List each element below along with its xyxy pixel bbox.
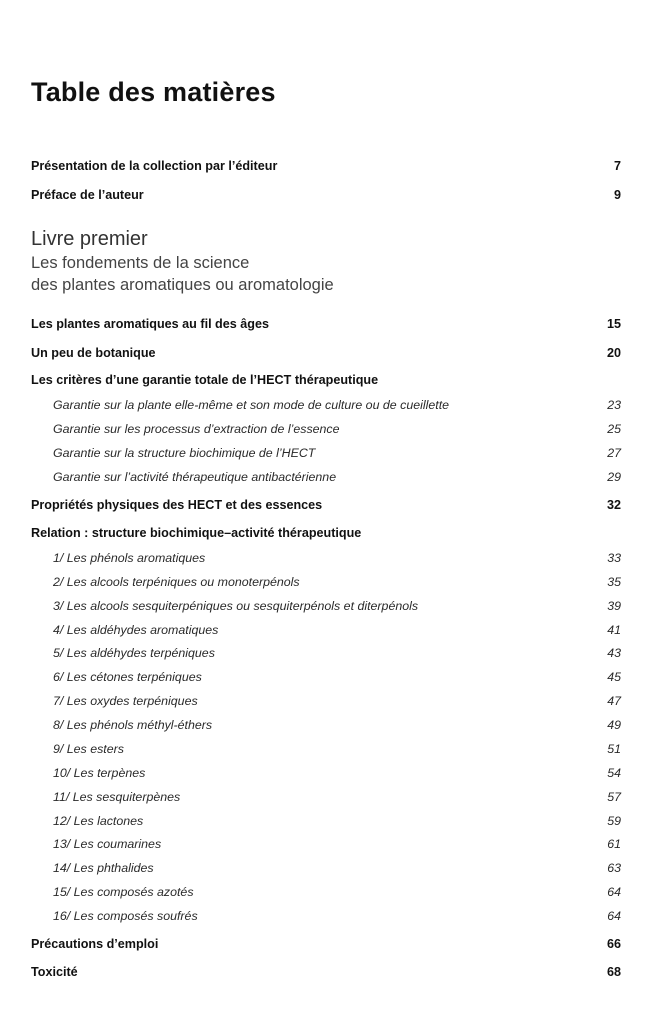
toc-entry-botanique[interactable] [31, 343, 621, 363]
toc-entry-label: 9/ Les esters [53, 742, 124, 756]
toc-entry-page: 39 [607, 599, 621, 613]
toc-entry-label: Propriétés physiques des HECT et des essences [31, 498, 323, 512]
book-subtitle-line1: Les fondements de la science [31, 254, 250, 272]
toc-entry-page: 45 [607, 670, 621, 684]
toc-entry-page: 54 [607, 766, 621, 780]
toc-entry-page: 47 [607, 694, 621, 708]
toc-entry-label: 5/ Les aldéhydes terpéniques [53, 646, 215, 660]
toc-entry-presentation[interactable] [31, 156, 621, 176]
toc-entry-label: Garantie sur les processus d’extraction de l’essence [53, 422, 340, 436]
toc-subentry[interactable] [53, 572, 621, 592]
toc-entry-label: 4/ Les aldéhydes aromatiques [53, 623, 219, 637]
toc-subentry[interactable] [53, 620, 621, 640]
toc-entry-label: Garantie sur la plante elle-même et son mode de culture ou de cueillette [53, 398, 450, 412]
toc-entry-preface[interactable] [31, 185, 621, 205]
toc-entry-label: 10/ Les terpènes [53, 766, 146, 780]
toc-entry-label: 11/ Les sesquiterpènes [53, 790, 181, 804]
toc-subentry[interactable] [53, 395, 621, 415]
toc-subentry[interactable] [53, 715, 621, 735]
toc-entry-label: Garantie sur la structure biochimique de l’HECT [53, 446, 316, 460]
toc-entry-page: 25 [607, 422, 621, 436]
toc-entry-page: 9 [613, 188, 621, 202]
toc-entry-toxicite[interactable] [31, 962, 621, 982]
toc-entry-page: 64 [607, 885, 621, 899]
toc-subentry[interactable] [53, 643, 621, 663]
toc-entry-page: 20 [606, 346, 621, 360]
toc-entry-page: 23 [607, 398, 621, 412]
toc-entry-page: 61 [607, 837, 621, 851]
toc-entry-page: 57 [607, 790, 621, 804]
toc-entry-page: 68 [606, 965, 621, 979]
toc-entry-label: 12/ Les lactones [53, 814, 144, 828]
book-subtitle-line2: des plantes aromatiques ou aromatologie [31, 276, 334, 294]
toc-entry-label: Un peu de botanique [31, 346, 156, 360]
toc-entry-page: 32 [606, 498, 621, 512]
toc-entry-page: 7 [613, 159, 621, 173]
toc-entry-proprietes[interactable] [31, 495, 621, 515]
toc-subentry[interactable] [53, 787, 621, 807]
toc-subentry[interactable] [53, 691, 621, 711]
toc-subentry[interactable] [53, 834, 621, 854]
toc-subentry[interactable] [53, 763, 621, 783]
toc-entry-label: Présentation de la collection par l’éditeur [31, 159, 278, 173]
toc-subentry[interactable] [53, 548, 621, 568]
toc-entry-plantes-ages[interactable] [31, 314, 621, 334]
toc-section-criteres[interactable]: Les critères d’une garantie totale de l’HECT thérapeutique [31, 373, 379, 387]
toc-section-relation[interactable]: Relation : structure biochimique–activité thérapeutique [31, 526, 362, 540]
toc-entry-page: 15 [606, 317, 621, 331]
toc-entry-page: 59 [607, 814, 621, 828]
toc-subentry[interactable] [53, 739, 621, 759]
toc-subentry[interactable] [53, 882, 621, 902]
toc-entry-label: 15/ Les composés azotés [53, 885, 194, 899]
toc-entry-page: 29 [607, 470, 621, 484]
book-title: Livre premier [31, 228, 148, 250]
toc-entry-page: 43 [607, 646, 621, 660]
toc-entry-label: 1/ Les phénols aromatiques [53, 551, 206, 565]
toc-entry-label: 3/ Les alcools sesquiterpéniques ou sesquiterpénols et diterpénols [53, 599, 419, 613]
toc-entry-label: Précautions d’emploi [31, 937, 159, 951]
toc-subentry[interactable] [53, 906, 621, 926]
toc-entry-page: 64 [607, 909, 621, 923]
page-title: Table des matières [31, 77, 276, 107]
toc-subentry[interactable] [53, 419, 621, 439]
toc-entry-page: 27 [607, 446, 621, 460]
toc-entry-page: 35 [607, 575, 621, 589]
toc-entry-label: Toxicité [31, 965, 78, 979]
toc-subentry[interactable] [53, 667, 621, 687]
toc-entry-page: 41 [607, 623, 621, 637]
toc-entry-page: 63 [607, 861, 621, 875]
toc-entry-label: 14/ Les phthalides [53, 861, 154, 875]
toc-entry-label: Préface de l’auteur [31, 188, 144, 202]
toc-entry-page: 66 [606, 937, 621, 951]
toc-subentry[interactable] [53, 443, 621, 463]
toc-entry-label: 6/ Les cétones terpéniques [53, 670, 202, 684]
toc-entry-label: 7/ Les oxydes terpéniques [53, 694, 198, 708]
toc-entry-label: Garantie sur l’activité thérapeutique antibactérienne [53, 470, 337, 484]
toc-entry-precautions[interactable] [31, 934, 621, 954]
toc-entry-page: 33 [607, 551, 621, 565]
toc-subentry[interactable] [53, 811, 621, 831]
toc-subentry[interactable] [53, 858, 621, 878]
toc-subentry[interactable] [53, 467, 621, 487]
toc-entry-label: 13/ Les coumarines [53, 837, 162, 851]
toc-entry-label: 16/ Les composés soufrés [53, 909, 198, 923]
toc-entry-label: 2/ Les alcools terpéniques ou monoterpénols [53, 575, 300, 589]
toc-entry-label: 8/ Les phénols méthyl-éthers [53, 718, 213, 732]
toc-entry-page: 49 [607, 718, 621, 732]
toc-subentry[interactable] [53, 596, 621, 616]
toc-entry-page: 51 [607, 742, 621, 756]
toc-entry-label: Les plantes aromatiques au fil des âges [31, 317, 269, 331]
